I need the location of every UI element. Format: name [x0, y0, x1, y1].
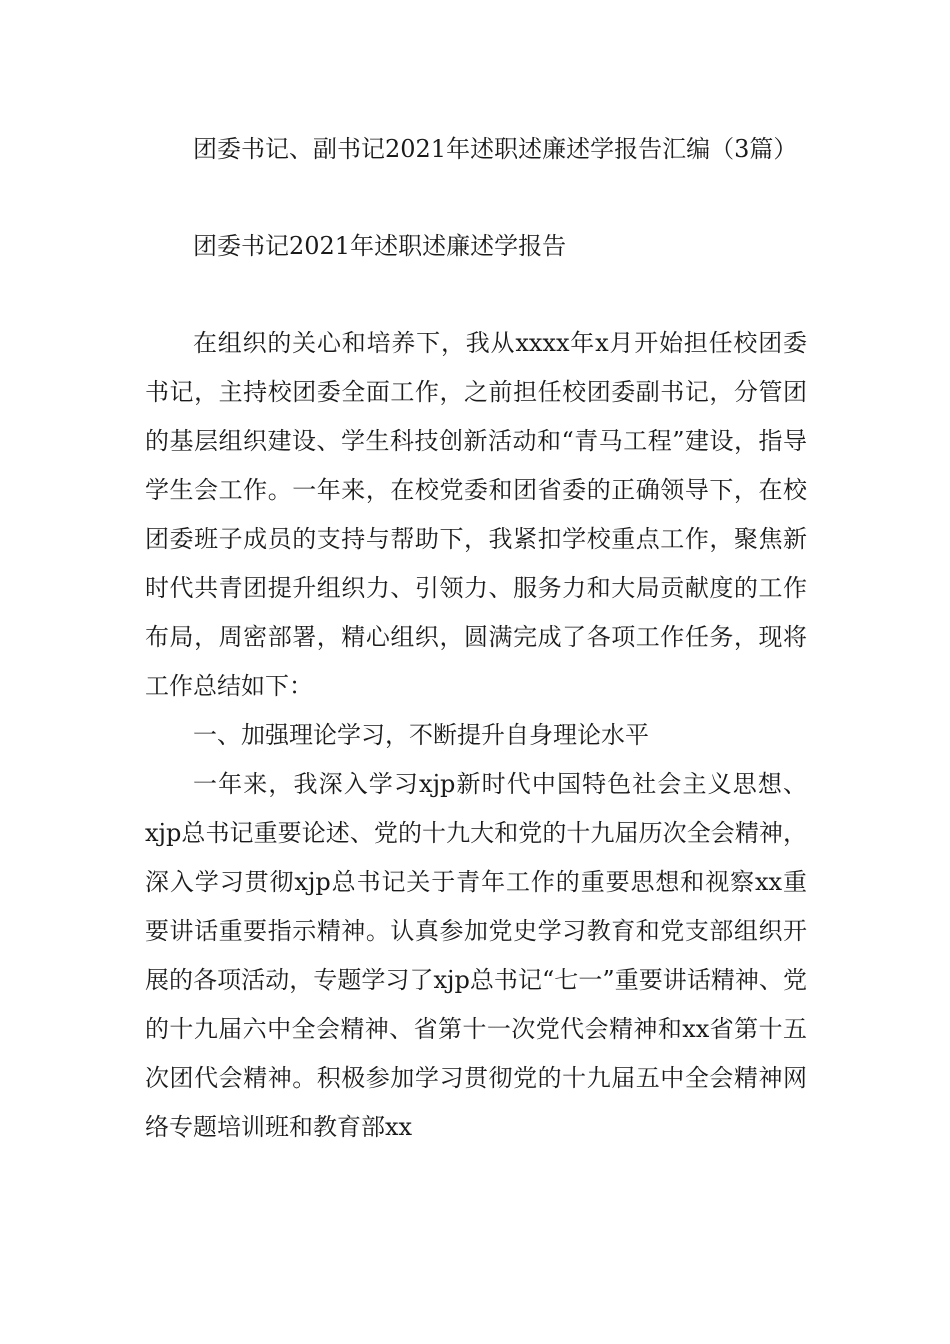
body-paragraph-study: 一年来，我深入学习xjp新时代中国特色社会主义思想、xjp总书记重要论述、党的十九大和党的十九届历次全会精神，深入学习贯彻xjp总书记关于青年工作的重要思想和视察xx重要讲话重要指示精神。认真参加党史学习教育和党支部组织开展的各项活动，专题学习了xjp总书记“七一”重要讲话精神、党的十九届六中全会精神、省第十一次党代会精神和xx省第十五次团代会精神。积极参加学习贯彻党的十九届五中全会精神网络专题培训班和教育部xx	[145, 770, 807, 1141]
document-body	[145, 125, 807, 1152]
body-paragraph-intro: 在组织的关心和培养下，我从xxxx年x月开始担任校团委书记，主持校团委全面工作，之前担任校团委副书记，分管团的基层组织建设、学生科技创新活动和“青马工程”建设，指导学生会工作。一年来，在校党委和团省委的正确领导下，在校团委班子成员的支持与帮助下，我紧扣学校重点工作，聚焦新时代共青团提升组织力、引领力、服务力和大局贡献度的工作布局，周密部署，精心组织，圆满完成了各项工作任务，现将工作总结如下：	[145, 329, 807, 700]
document-title: 团委书记、副书记2021年述职述廉述学报告汇编（3篇）	[193, 135, 798, 163]
section-title: 团委书记2021年述职述廉述学报告	[193, 232, 567, 260]
section-heading-1: 一、加强理论学习，不断提升自身理论水平	[193, 721, 649, 749]
